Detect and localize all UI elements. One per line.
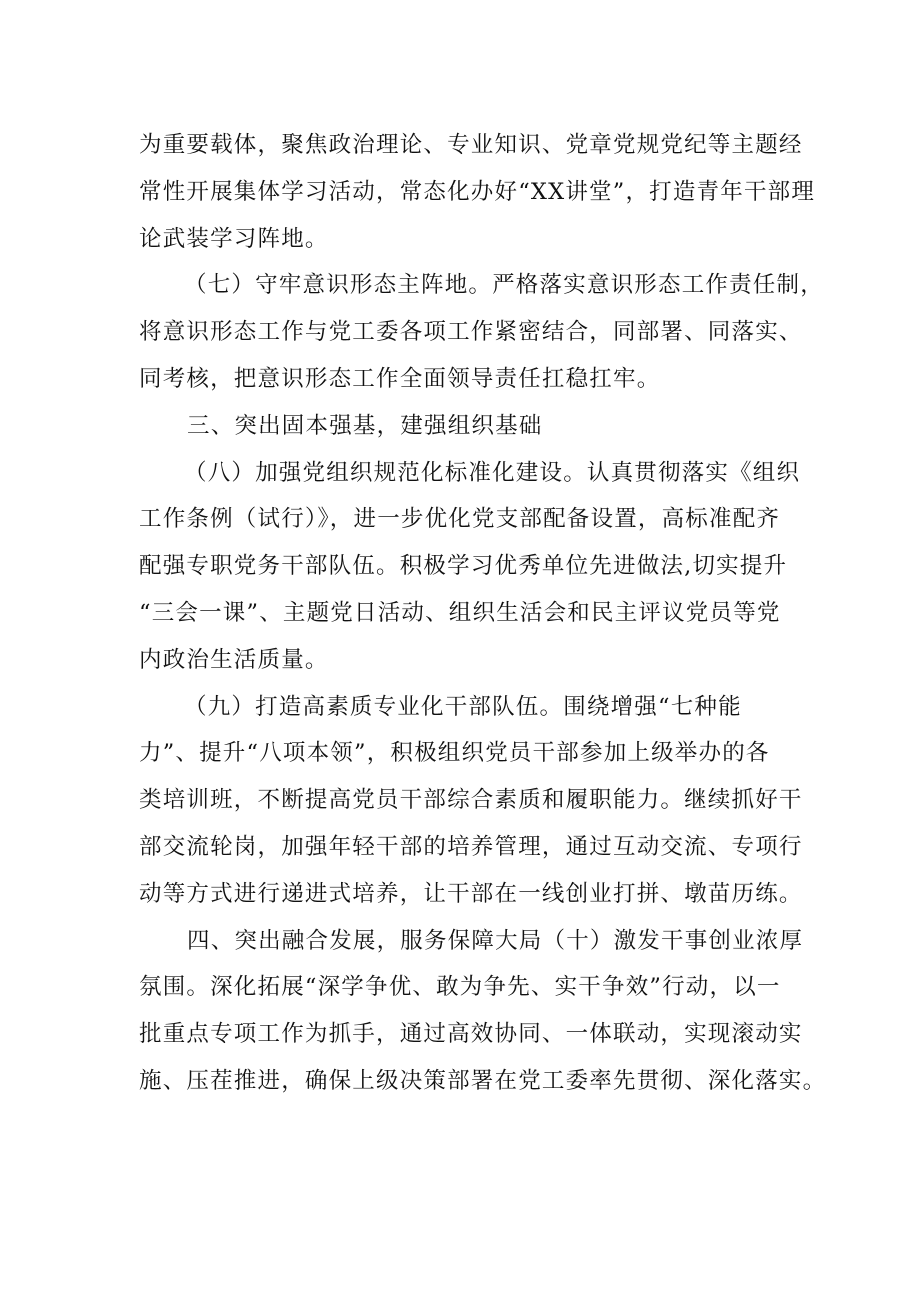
text-line: “三会一课”、主题党日活动、组织生活会和民主评议党员等党 <box>139 599 781 626</box>
text-line: 内政治生活质量。 <box>139 646 329 673</box>
text-line: 部交流轮岗，加强年轻干部的培养管理，通过互动交流、专项行 <box>139 833 803 860</box>
text-line: 类培训班，不断提高党员干部综合素质和履职能力。继续抓好干 <box>139 787 803 814</box>
text-line: 动等方式进行递进式培养，让干部在一线创业打拼、墩苗历练。 <box>139 880 803 907</box>
text-line: 论武装学习阵地。 <box>139 225 329 252</box>
text-line: 工作条例（试行）》，进一步优化党支部配备设置，高标准配齐 <box>139 506 781 533</box>
text-line: 将意识形态工作与党工委各项工作紧密结合，同部署、同落实、 <box>139 319 803 346</box>
text-line: 批重点专项工作为抓手，通过高效协同、一体联动，实现滚动实 <box>139 1021 803 1048</box>
document-body <box>139 122 827 1105</box>
text-line: 氛围。深化拓展“深学争优、敢为争先、实干争效”行动，以一 <box>139 974 781 1001</box>
section-three-heading: 三、突出固本强基，建强组织基础 <box>187 412 543 439</box>
text-line: 为重要载体，聚焦政治理论、专业知识、党章党规党纪等主题经 <box>139 132 803 158</box>
text-line: 配强专职党务干部队伍。积极学习优秀单位先进做法,切实提升 <box>139 553 788 580</box>
paragraph-seven-first-line: （七）守牢意识形态主阵地。严格落实意识形态工作责任制， <box>184 272 824 299</box>
text-line: 常性开展集体学习活动，常态化办好“XX讲堂”，打造青年干部理 <box>139 178 816 205</box>
paragraph-nine-first-line: （九）打造高素质专业化干部队伍。围绕增强“七种能 <box>184 693 742 720</box>
section-four-heading: 四、突出融合发展，服务保障大局（十）激发干事创业浓厚 <box>187 927 804 954</box>
text-line: 力”、提升“八项本领”，积极组织党员干部参加上级举办的各 <box>139 740 770 767</box>
text-line: 施、压茬推进，确保上级决策部署在党工委率先贯彻、深化落实。 <box>139 1067 827 1094</box>
paragraph-eight-first-line: （八）加强党组织规范化标准化建设。认真贯彻落实《组织 <box>184 459 801 486</box>
text-line: 同考核，把意识形态工作全面领导责任扛稳扛牢。 <box>139 365 661 392</box>
